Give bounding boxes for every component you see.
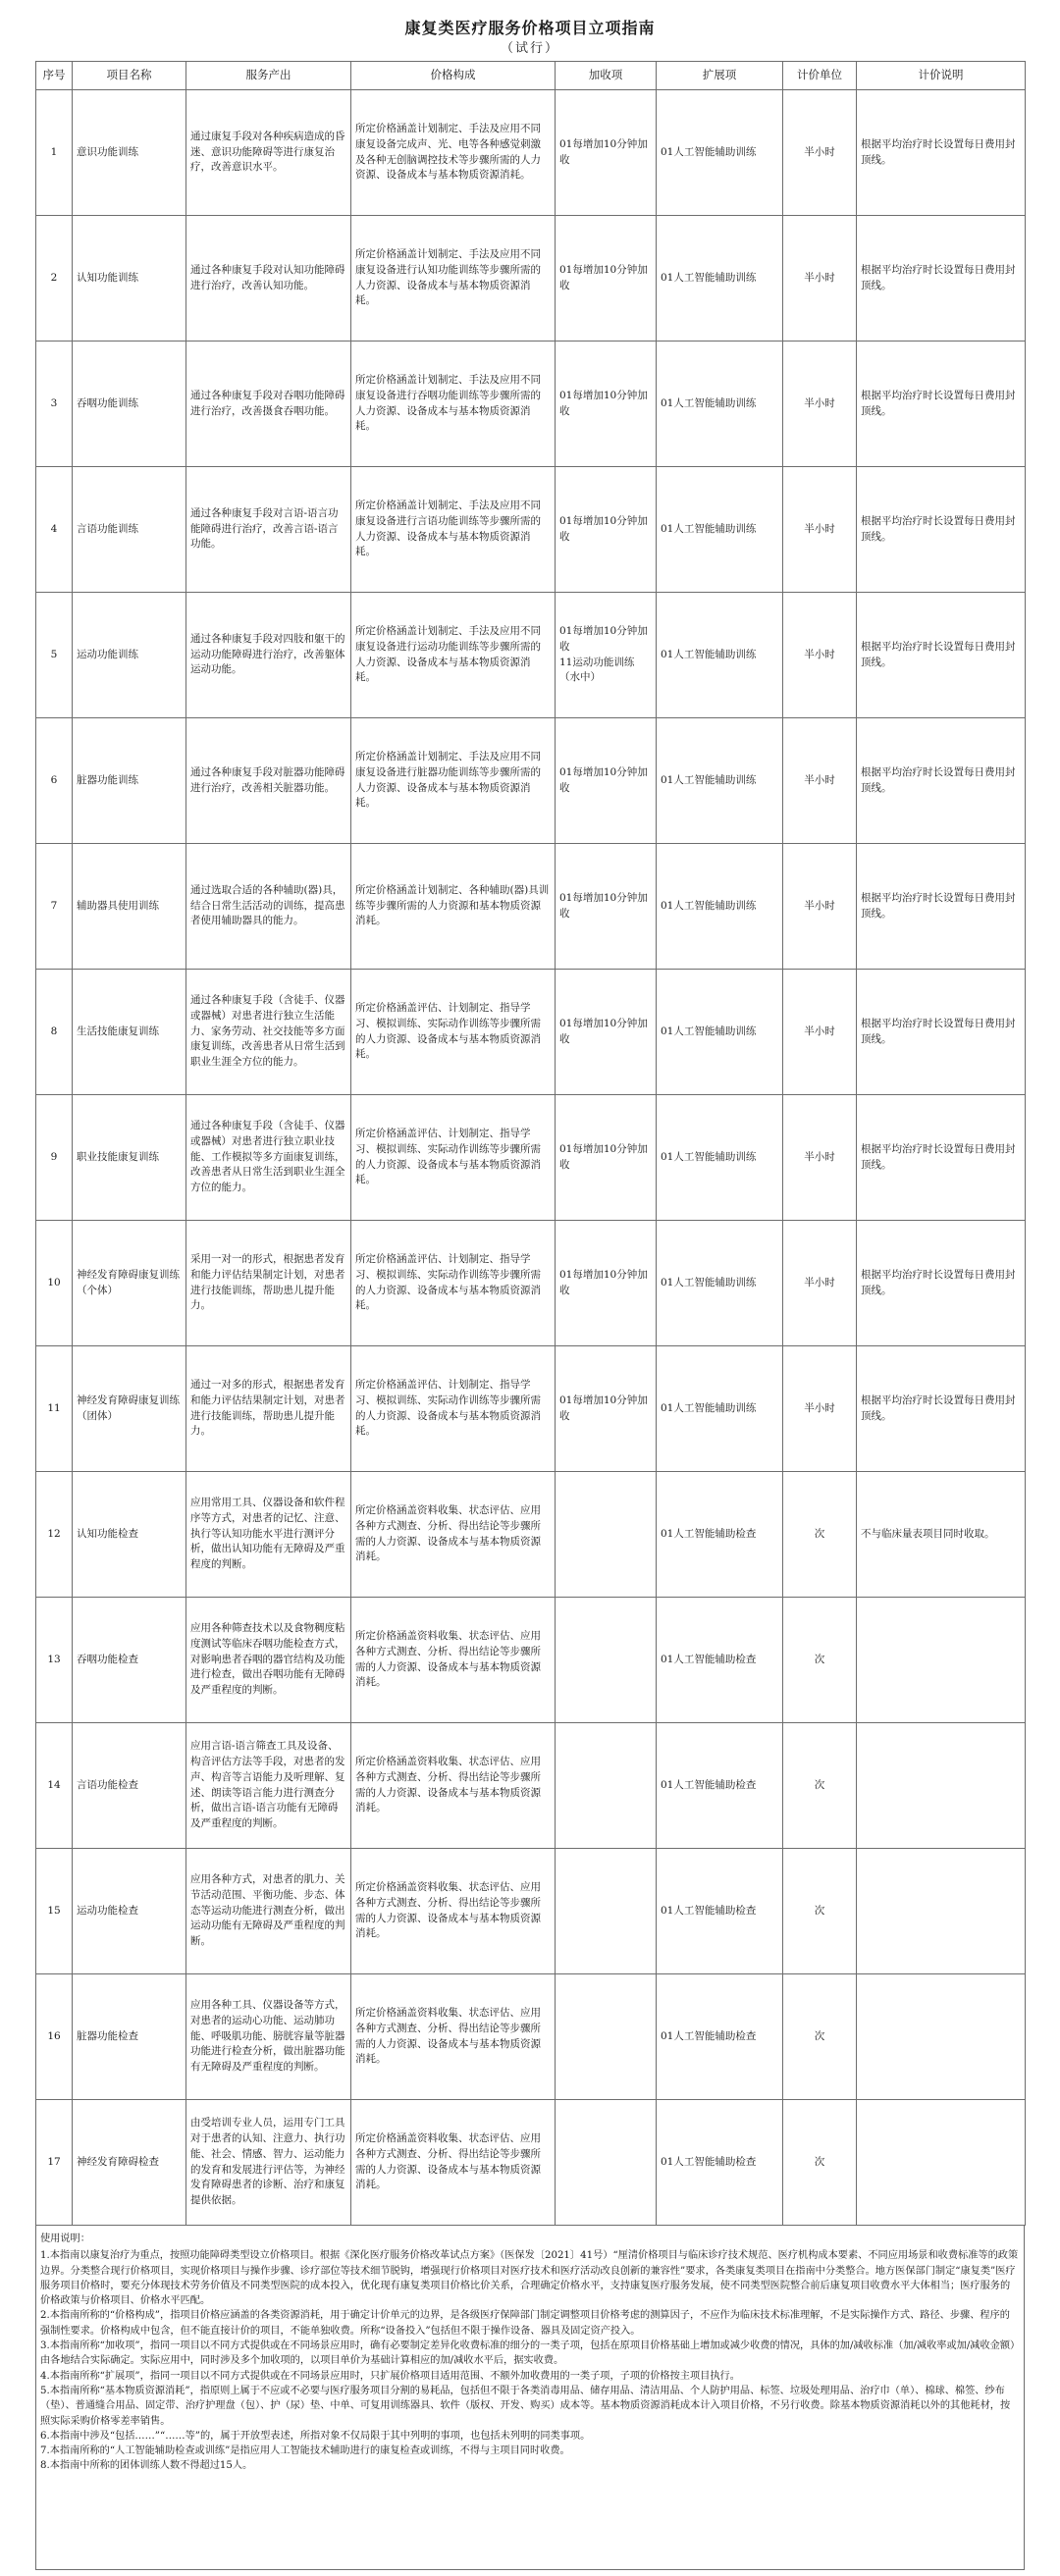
header-unit: 计价单位 bbox=[783, 62, 857, 90]
note-item: 1.本指南以康复治疗为重点，按照功能障碍类型设立价格项目。根据《深化医疗服务价格改革试点方案》（医保发〔2021〕41号）“厘清价格项目与临床诊疗技术规范、医疗机构成本要素、不同应用场景和收费标准等的政策边界。分类整合现行价格项目，实现价格项目与操作步骤、诊疗部位等技术细节脱钩，增强现行价格项目对医疗技术和医疗活动改良创新的兼容性”要求，各类康复类项目在指南中分类整合。地方医保部门制定“康复类”医疗服务项目价格时，要充分体现技术劳务价值及不同类型医院的成本投入，优化现有康复类项目价格比价关系，合理确定价格水平，支持康复医疗服务发展，使不同类型医院整合前后康复项目收费水平大体相当；医疗服务的价格政策与价格项目、价格水平匹配。 bbox=[40, 2250, 1019, 2307]
table-row bbox=[36, 970, 1026, 1095]
service-output: 通过康复手段对各种疾病造成的昏迷、意识功能障碍等进行康复治疗，改善意识水平。 bbox=[186, 90, 351, 216]
item-name: 脏器功能训练 bbox=[73, 718, 186, 844]
header-no: 序号 bbox=[36, 62, 73, 90]
addon-items bbox=[556, 2100, 657, 2226]
price-composition: 所定价格涵盖计划制定、手法及应用不同康复设备完成声、光、电等各种感觉刺激及各种无创脑调控技术等步骤所需的人力资源、设备成本与基本物质资源消耗。 bbox=[351, 90, 556, 216]
table-row bbox=[36, 1849, 1026, 1974]
addon-items: 01每增加10分钟加收 bbox=[556, 216, 657, 342]
price-composition: 所定价格涵盖计划制定、手法及应用不同康复设备进行吞咽功能训练等步骤所需的人力资源、设备成本与基本物质资源消耗。 bbox=[351, 342, 556, 467]
price-composition: 所定价格涵盖资料收集、状态评估、应用各种方式测查、分析、得出结论等步骤所需的人力资源、设备成本与基本物质资源消耗。 bbox=[351, 2100, 556, 2226]
pricing-note: 根据平均治疗时长设置每日费用封顶线。 bbox=[857, 342, 1026, 467]
table-row bbox=[36, 1095, 1026, 1221]
service-output: 应用各种方式，对患者的肌力、关节活动范围、平衡功能、步态、体态等运动功能进行测查分析，做出运动功能有无障碍及严重程度的判断。 bbox=[186, 1849, 351, 1974]
price-composition: 所定价格涵盖资料收集、状态评估、应用各种方式测查、分析、得出结论等步骤所需的人力资源、设备成本与基本物质资源消耗。 bbox=[351, 1974, 556, 2100]
extension-items: 01人工智能辅助训练 bbox=[657, 342, 783, 467]
pricing-unit: 次 bbox=[783, 2100, 857, 2226]
extension-items: 01人工智能辅助训练 bbox=[657, 216, 783, 342]
row-number: 8 bbox=[36, 970, 73, 1095]
row-number: 2 bbox=[36, 216, 73, 342]
pricing-note bbox=[857, 1723, 1026, 1849]
pricing-unit: 次 bbox=[783, 1849, 857, 1974]
extension-items: 01人工智能辅助检查 bbox=[657, 1849, 783, 1974]
price-composition: 所定价格涵盖资料收集、状态评估、应用各种方式测查、分析、得出结论等步骤所需的人力资源、设备成本与基本物质资源消耗。 bbox=[351, 1849, 556, 1974]
pricing-note: 不与临床量表项目同时收取。 bbox=[857, 1472, 1026, 1598]
extension-items: 01人工智能辅助检查 bbox=[657, 1723, 783, 1849]
item-name: 运动功能检查 bbox=[73, 1849, 186, 1974]
extension-items: 01人工智能辅助训练 bbox=[657, 970, 783, 1095]
service-output: 通过一对多的形式，根据患者发育和能力评估结果制定计划，对患者进行技能训练，帮助患儿提升能力。 bbox=[186, 1346, 351, 1472]
row-number: 4 bbox=[36, 467, 73, 593]
extension-items: 01人工智能辅助训练 bbox=[657, 1095, 783, 1221]
pricing-unit: 半小时 bbox=[783, 216, 857, 342]
note-item: 4.本指南所称“扩展项”，指同一项目以不同方式提供或在不同场景应用时，只扩展价格项目适用范围、不额外加收费用的一类子项，子项的价格按主项目执行。 bbox=[40, 2370, 740, 2382]
addon-items: 01每增加10分钟加收 bbox=[556, 342, 657, 467]
pricing-note bbox=[857, 1974, 1026, 2100]
item-name: 神经发育障碍检查 bbox=[73, 2100, 186, 2226]
item-name: 言语功能训练 bbox=[73, 467, 186, 593]
item-name: 辅助器具使用训练 bbox=[73, 844, 186, 970]
price-composition: 所定价格涵盖计划制定、手法及应用不同康复设备进行运动功能训练等步骤所需的人力资源、设备成本与基本物质资源消耗。 bbox=[351, 593, 556, 718]
page-title: 康复类医疗服务价格项目立项指南 bbox=[404, 19, 656, 37]
row-number: 9 bbox=[36, 1095, 73, 1221]
item-name: 神经发育障碍康复训练（团体） bbox=[73, 1346, 186, 1472]
price-composition: 所定价格涵盖计划制定、手法及应用不同康复设备进行认知功能训练等步骤所需的人力资源、设备成本与基本物质资源消耗。 bbox=[351, 216, 556, 342]
pricing-note: 根据平均治疗时长设置每日费用封顶线。 bbox=[857, 718, 1026, 844]
pricing-note: 根据平均治疗时长设置每日费用封顶线。 bbox=[857, 1346, 1026, 1472]
price-composition: 所定价格涵盖资料收集、状态评估、应用各种方式测查、分析、得出结论等步骤所需的人力资源、设备成本与基本物质资源消耗。 bbox=[351, 1598, 556, 1723]
table-row bbox=[36, 1598, 1026, 1723]
service-output: 通过各种康复手段对言语-语言功能障碍进行治疗，改善言语-语言功能。 bbox=[186, 467, 351, 593]
addon-items: 01每增加10分钟加收 bbox=[556, 844, 657, 970]
pricing-note: 根据平均治疗时长设置每日费用封顶线。 bbox=[857, 90, 1026, 216]
page-subtitle: （试行） bbox=[500, 41, 559, 56]
price-composition: 所定价格涵盖资料收集、状态评估、应用各种方式测查、分析、得出结论等步骤所需的人力资源、设备成本与基本物质资源消耗。 bbox=[351, 1723, 556, 1849]
service-output: 通过各种康复手段对认知功能障碍进行治疗，改善认知功能。 bbox=[186, 216, 351, 342]
extension-items: 01人工智能辅助训练 bbox=[657, 467, 783, 593]
pricing-note: 根据平均治疗时长设置每日费用封顶线。 bbox=[857, 216, 1026, 342]
service-output: 采用一对一的形式，根据患者发育和能力评估结果制定计划，对患者进行技能训练，帮助患儿提升能力。 bbox=[186, 1221, 351, 1346]
row-number: 16 bbox=[36, 1974, 73, 2100]
pricing-note bbox=[857, 1598, 1026, 1723]
pricing-unit: 半小时 bbox=[783, 1346, 857, 1472]
extension-items: 01人工智能辅助训练 bbox=[657, 1221, 783, 1346]
pricing-unit: 半小时 bbox=[783, 90, 857, 216]
table-body bbox=[36, 90, 1026, 2226]
price-composition: 所定价格涵盖计划制定、手法及应用不同康复设备进行脏器功能训练等步骤所需的人力资源、设备成本与基本物质资源消耗。 bbox=[351, 718, 556, 844]
table-row bbox=[36, 467, 1026, 593]
pricing-unit: 次 bbox=[783, 1598, 857, 1723]
pricing-note: 根据平均治疗时长设置每日费用封顶线。 bbox=[857, 844, 1026, 970]
pricing-note: 根据平均治疗时长设置每日费用封顶线。 bbox=[857, 593, 1026, 718]
item-name: 生活技能康复训练 bbox=[73, 970, 186, 1095]
addon-items bbox=[556, 1849, 657, 1974]
row-number: 6 bbox=[36, 718, 73, 844]
addon-items: 01每增加10分钟加收 bbox=[556, 970, 657, 1095]
item-name: 职业技能康复训练 bbox=[73, 1095, 186, 1221]
item-name: 认知功能检查 bbox=[73, 1472, 186, 1598]
row-number: 12 bbox=[36, 1472, 73, 1598]
extension-items: 01人工智能辅助训练 bbox=[657, 1346, 783, 1472]
addon-items bbox=[556, 1598, 657, 1723]
item-name: 吞咽功能训练 bbox=[73, 342, 186, 467]
service-output: 通过各种康复手段（含徒手、仪器或器械）对患者进行独立生活能力、家务劳动、社交技能等多方面康复训练，改善患者从日常生活到职业生涯全方位的能力。 bbox=[186, 970, 351, 1095]
service-output: 通过各种康复手段（含徒手、仪器或器械）对患者进行独立职业技能、工作模拟等多方面康复训练，改善患者从日常生活到职业生涯全方位的能力。 bbox=[186, 1095, 351, 1221]
addon-items: 01每增加10分钟加收 bbox=[556, 718, 657, 844]
addon-items: 01每增加10分钟加收 bbox=[556, 1095, 657, 1221]
price-composition: 所定价格涵盖计划制定、手法及应用不同康复设备进行言语功能训练等步骤所需的人力资源、设备成本与基本物质资源消耗。 bbox=[351, 467, 556, 593]
note-item: 6.本指南中涉及“包括……”“……等”的，属于开放型表述，所指对象不仅局限于其中列明的事项，也包括未列明的同类事项。 bbox=[40, 2430, 591, 2442]
header-addon: 加收项 bbox=[556, 62, 657, 90]
table-row bbox=[36, 1974, 1026, 2100]
addon-items: 01每增加10分钟加收 11运动功能训练（水中） bbox=[556, 593, 657, 718]
pricing-unit: 次 bbox=[783, 1723, 857, 1849]
addon-items: 01每增加10分钟加收 bbox=[556, 1346, 657, 1472]
addon-items bbox=[556, 1974, 657, 2100]
note-item: 2.本指南所称的“价格构成”，指项目价格应涵盖的各类资源消耗，用于确定计价单元的边界，是各级医疗保障部门制定调整项目价格考虑的测算因子，不应作为临床技术标准理解，不是实际操作方式、路径、步骤、程序的强制性要求。价格构成中包含，但不能直接计价的项目，不能单独收费。所称“设备投入”包括但不限于操作设备、器具及固定资产投入。 bbox=[40, 2310, 1010, 2337]
item-name: 认知功能训练 bbox=[73, 216, 186, 342]
pricing-unit: 半小时 bbox=[783, 970, 857, 1095]
service-output: 通过选取合适的各种辅助(器)具，结合日常生活活动的训练，提高患者使用辅助器具的能力。 bbox=[186, 844, 351, 970]
price-composition: 所定价格涵盖评估、计划制定、指导学习、模拟训练、实际动作训练等步骤所需的人力资源、设备成本与基本物质资源消耗。 bbox=[351, 1221, 556, 1346]
extension-items: 01人工智能辅助检查 bbox=[657, 2100, 783, 2226]
table-row bbox=[36, 718, 1026, 844]
notes-heading: 使用说明： bbox=[40, 2234, 90, 2244]
pricing-note: 根据平均治疗时长设置每日费用封顶线。 bbox=[857, 970, 1026, 1095]
row-number: 5 bbox=[36, 593, 73, 718]
pricing-note bbox=[857, 2100, 1026, 2226]
pricing-note bbox=[857, 1849, 1026, 1974]
header-name: 项目名称 bbox=[73, 62, 186, 90]
table-row bbox=[36, 216, 1026, 342]
service-output: 通过各种康复手段对吞咽功能障碍进行治疗，改善摄食吞咽功能。 bbox=[186, 342, 351, 467]
price-composition: 所定价格涵盖评估、计划制定、指导学习、模拟训练、实际动作训练等步骤所需的人力资源、设备成本与基本物质资源消耗。 bbox=[351, 970, 556, 1095]
note-item: 3.本指南所称“加收项”，指同一项目以不同方式提供或在不同场景应用时，确有必要制定差异化收费标准的细分的一类子项，包括在原项目价格基础上增加或减少收费的情况，具体的加/减收标准（加/减收率或加/减收金额）由各地结合实际确定。实际应用中，同时涉及多个加收项的，以项目单价为基础计算相应的加/减收水平后，据实收费。 bbox=[40, 2340, 1016, 2367]
pricing-guide-table bbox=[35, 61, 1026, 2226]
extension-items: 01人工智能辅助训练 bbox=[657, 90, 783, 216]
table-row bbox=[36, 844, 1026, 970]
table-row bbox=[36, 1472, 1026, 1598]
pricing-unit: 半小时 bbox=[783, 718, 857, 844]
price-composition: 所定价格涵盖评估、计划制定、指导学习、模拟训练、实际动作训练等步骤所需的人力资源、设备成本与基本物质资源消耗。 bbox=[351, 1346, 556, 1472]
usage-notes bbox=[35, 2226, 1025, 2570]
pricing-unit: 半小时 bbox=[783, 593, 857, 718]
note-item: 8.本指南中所称的团体训练人数不得超过15人。 bbox=[40, 2460, 253, 2472]
item-name: 神经发育障碍康复训练（个体） bbox=[73, 1221, 186, 1346]
table-row bbox=[36, 1221, 1026, 1346]
price-composition: 所定价格涵盖资料收集、状态评估、应用各种方式测查、分析、得出结论等步骤所需的人力资源、设备成本与基本物质资源消耗。 bbox=[351, 1472, 556, 1598]
row-number: 17 bbox=[36, 2100, 73, 2226]
extension-items: 01人工智能辅助检查 bbox=[657, 1598, 783, 1723]
service-output: 应用各种工具、仪器设备等方式，对患者的运动心功能、运动肺功能、呼吸肌功能、膀胱容量等脏器功能进行检查分析，做出脏器功能有无障碍及严重程度的判断。 bbox=[186, 1974, 351, 2100]
price-composition: 所定价格涵盖评估、计划制定、指导学习、模拟训练、实际动作训练等步骤所需的人力资源、设备成本与基本物质资源消耗。 bbox=[351, 1095, 556, 1221]
service-output: 通过各种康复手段对脏器功能障碍进行治疗，改善相关脏器功能。 bbox=[186, 718, 351, 844]
row-number: 7 bbox=[36, 844, 73, 970]
table-row bbox=[36, 342, 1026, 467]
service-output: 通过各种康复手段对四肢和躯干的运动功能障碍进行治疗，改善躯体运动功能。 bbox=[186, 593, 351, 718]
document-page bbox=[35, 18, 1025, 2570]
pricing-note: 根据平均治疗时长设置每日费用封顶线。 bbox=[857, 1221, 1026, 1346]
pricing-unit: 半小时 bbox=[783, 342, 857, 467]
row-number: 13 bbox=[36, 1598, 73, 1723]
addon-items: 01每增加10分钟加收 bbox=[556, 90, 657, 216]
service-output: 由受培训专业人员，运用专门工具对于患者的认知、注意力、执行功能、社会、情感、智力、运动能力的发育和发展进行评估等，为神经发育障碍患者的诊断、治疗和康复提供依据。 bbox=[186, 2100, 351, 2226]
row-number: 3 bbox=[36, 342, 73, 467]
extension-items: 01人工智能辅助训练 bbox=[657, 593, 783, 718]
header-price: 价格构成 bbox=[351, 62, 556, 90]
pricing-unit: 次 bbox=[783, 1974, 857, 2100]
table-row bbox=[36, 90, 1026, 216]
pricing-unit: 半小时 bbox=[783, 467, 857, 593]
table-header-row bbox=[36, 62, 1026, 90]
pricing-unit: 半小时 bbox=[783, 1221, 857, 1346]
item-name: 吞咽功能检查 bbox=[73, 1598, 186, 1723]
extension-items: 01人工智能辅助训练 bbox=[657, 718, 783, 844]
pricing-unit: 半小时 bbox=[783, 844, 857, 970]
pricing-unit: 次 bbox=[783, 1472, 857, 1598]
table-row bbox=[36, 1723, 1026, 1849]
row-number: 1 bbox=[36, 90, 73, 216]
header-ext: 扩展项 bbox=[657, 62, 783, 90]
note-item: 7.本指南所称的“人工智能辅助检查或训练”是指应用人工智能技术辅助进行的康复检查或训练，不得与主项目同时收费。 bbox=[40, 2445, 570, 2457]
extension-items: 01人工智能辅助检查 bbox=[657, 1974, 783, 2100]
item-name: 运动功能训练 bbox=[73, 593, 186, 718]
service-output: 应用常用工具、仪器设备和软件程序等方式，对患者的记忆、注意、执行等认知功能水平进行测评分析，做出认知功能有无障碍及严重程度的判断。 bbox=[186, 1472, 351, 1598]
notes-list bbox=[40, 2248, 1020, 2473]
table-row bbox=[36, 1346, 1026, 1472]
pricing-unit: 半小时 bbox=[783, 1095, 857, 1221]
row-number: 11 bbox=[36, 1346, 73, 1472]
table-row bbox=[36, 2100, 1026, 2226]
price-composition: 所定价格涵盖计划制定、各种辅助(器)具训练等步骤所需的人力资源和基本物质资源消耗。 bbox=[351, 844, 556, 970]
item-name: 意识功能训练 bbox=[73, 90, 186, 216]
addon-items: 01每增加10分钟加收 bbox=[556, 1221, 657, 1346]
header-output: 服务产出 bbox=[186, 62, 351, 90]
service-output: 应用各种筛查技术以及食物稠度粘度测试等临床吞咽功能检查方式，对影响患者吞咽的器官结构及功能进行检查，做出吞咽功能有无障碍及严重程度的判断。 bbox=[186, 1598, 351, 1723]
pricing-note: 根据平均治疗时长设置每日费用封顶线。 bbox=[857, 1095, 1026, 1221]
service-output: 应用言语-语言筛查工具及设备、构音评估方法等手段，对患者的发声、构音等言语能力及听理解、复述、朗读等语言能力进行测查分析，做出言语-语言功能有无障碍及严重程度的判断。 bbox=[186, 1723, 351, 1849]
table-row bbox=[36, 593, 1026, 718]
note-item: 5.本指南所称“基本物质资源消耗”，指原则上属于不应或不必要与医疗服务项目分割的易耗品，包括但不限于各类消毒用品、储存用品、清洁用品、个人防护用品、标签、垃圾处理用品、治疗巾（单）、棉球、棉签、纱布（垫）、普通缝合用品、固定带、治疗护理盘（包）、护（尿）垫、中单、可复用训练器具、软件（版权、开发、购买）成本等。基本物质资源消耗成本计入项目价格，不另行收费。除基本物质资源消耗以外的其他耗材，按照实际采购价格零差率销售。 bbox=[40, 2385, 1011, 2427]
extension-items: 01人工智能辅助训练 bbox=[657, 844, 783, 970]
item-name: 脏器功能检查 bbox=[73, 1974, 186, 2100]
row-number: 10 bbox=[36, 1221, 73, 1346]
header-note: 计价说明 bbox=[857, 62, 1026, 90]
addon-items bbox=[556, 1723, 657, 1849]
item-name: 言语功能检查 bbox=[73, 1723, 186, 1849]
row-number: 14 bbox=[36, 1723, 73, 1849]
row-number: 15 bbox=[36, 1849, 73, 1974]
addon-items: 01每增加10分钟加收 bbox=[556, 467, 657, 593]
addon-items bbox=[556, 1472, 657, 1598]
pricing-note: 根据平均治疗时长设置每日费用封顶线。 bbox=[857, 467, 1026, 593]
extension-items: 01人工智能辅助检查 bbox=[657, 1472, 783, 1598]
